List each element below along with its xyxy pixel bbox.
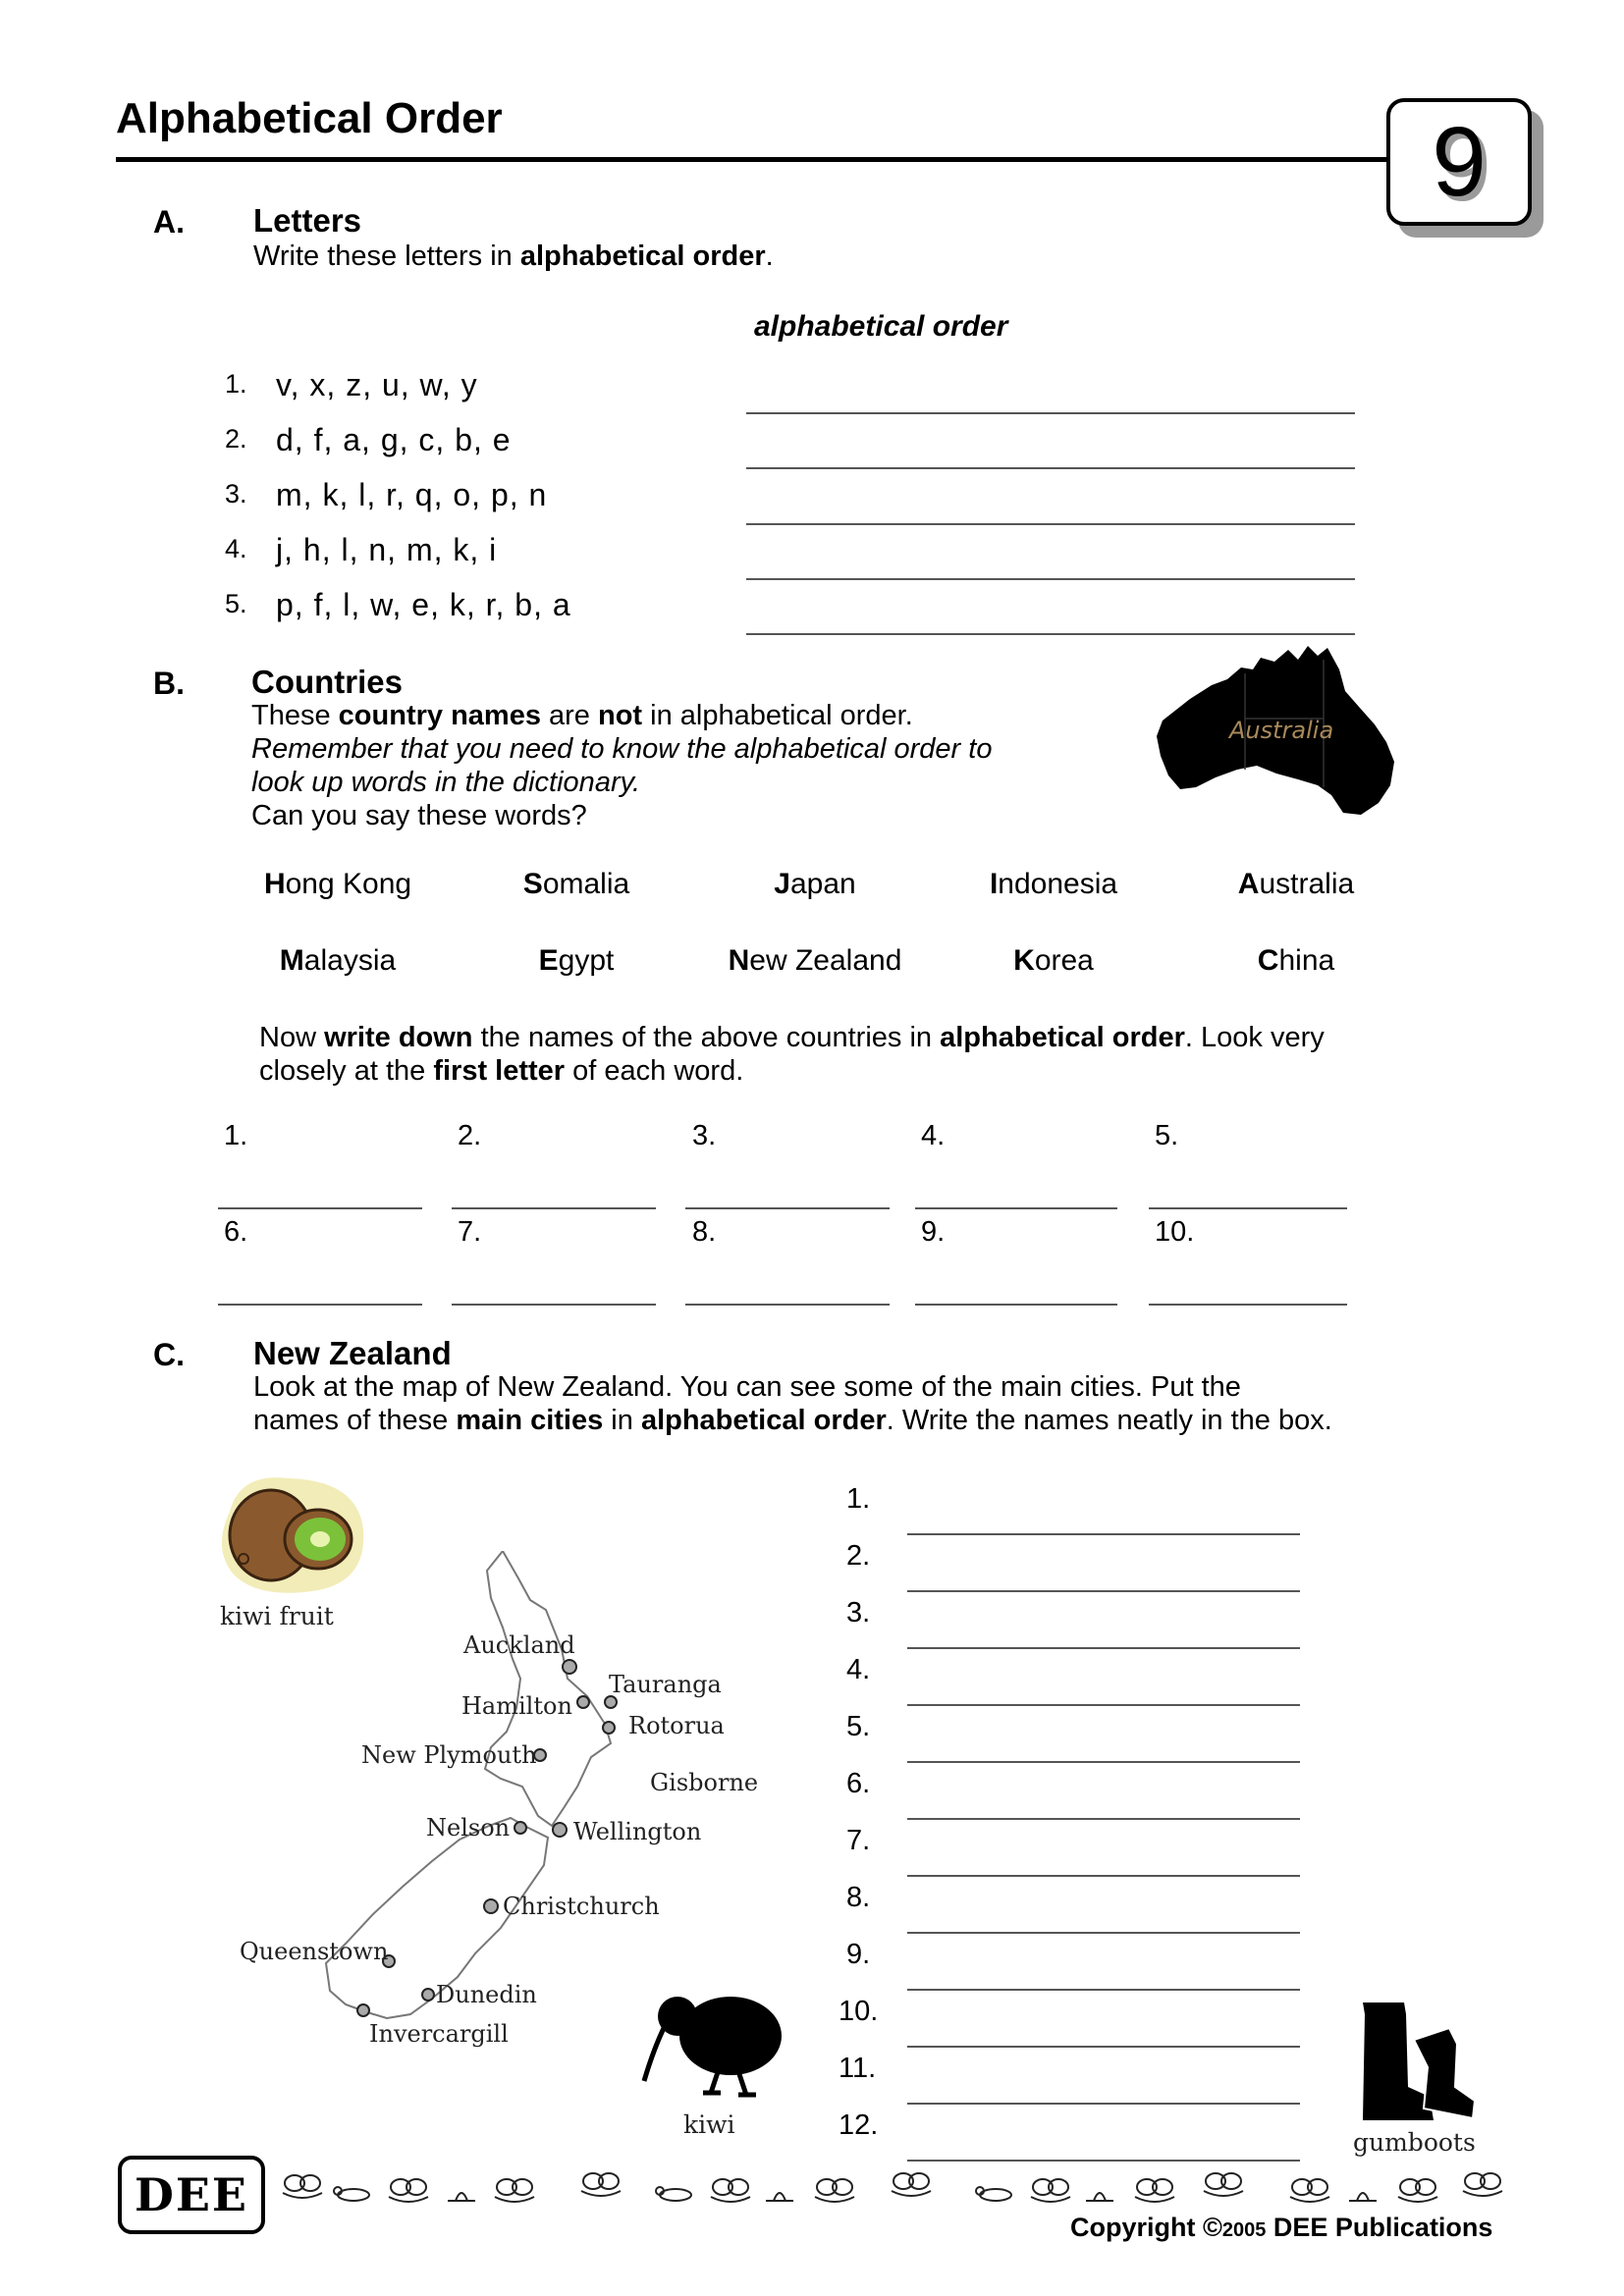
answer-number: 7.	[846, 1825, 871, 1856]
city-label-nelson: Nelson	[426, 1814, 511, 1842]
first-letter: E	[538, 944, 559, 977]
answer-line[interactable]	[907, 1989, 1300, 1991]
answer-line[interactable]	[746, 467, 1355, 469]
city-label-auckland: Auckland	[463, 1631, 575, 1659]
text: of each word.	[565, 1055, 744, 1087]
section-b-question: Can you say these words?	[251, 800, 587, 831]
answer-line[interactable]	[907, 1590, 1300, 1592]
answer-number: 12.	[839, 2109, 879, 2141]
answer-line[interactable]	[907, 1761, 1300, 1763]
section-a-instruction	[253, 240, 774, 273]
first-letter: J	[774, 868, 790, 900]
bold-text: alphabetical order	[640, 1405, 887, 1436]
rest-text: gypt	[558, 944, 615, 977]
answer-line[interactable]	[746, 633, 1355, 635]
section-b-line1	[251, 699, 913, 732]
answer-line[interactable]	[907, 1704, 1300, 1706]
letter-set: j, h, l, n, m, k, i	[276, 532, 498, 567]
item-number: 3.	[225, 479, 247, 508]
australia-label: Australia	[1229, 717, 1334, 744]
answer-number: 1.	[846, 1483, 871, 1515]
answer-number: 2.	[458, 1120, 482, 1151]
answer-number: 9.	[846, 1939, 871, 1970]
country-name	[230, 944, 446, 978]
text: closely at the	[259, 1055, 434, 1087]
section-b-italic-2: look up words in the dictionary.	[251, 767, 641, 798]
dee-logo-text: DEE	[134, 2168, 248, 2221]
country-name	[1188, 868, 1404, 901]
rest-text: orea	[1034, 944, 1094, 977]
city-label-hamilton: Hamilton	[461, 1692, 572, 1720]
instruction-end: .	[765, 240, 774, 272]
gumboots-caption: gumboots	[1353, 2128, 1476, 2157]
city-label-queenstown: Queenstown	[240, 1938, 389, 1965]
answer-number: 5.	[846, 1711, 871, 1742]
answer-number: 6.	[846, 1768, 871, 1799]
north-island-outline	[485, 1551, 611, 1826]
instruction-bold: alphabetical order	[519, 240, 766, 272]
city-dot-wellington	[553, 1823, 567, 1837]
title-rule	[116, 157, 1392, 162]
answer-line[interactable]	[907, 1818, 1300, 1820]
bold-text: first letter	[433, 1055, 566, 1087]
copyright-text: Copyright ©	[1070, 2213, 1222, 2242]
kiwi-bird-image	[640, 1983, 787, 2101]
rest-text: hina	[1278, 944, 1335, 977]
answer-line[interactable]	[907, 2046, 1300, 2048]
country-name	[1188, 944, 1404, 978]
answer-number: 3.	[692, 1120, 717, 1151]
text: the names of the above countries in	[472, 1022, 941, 1053]
copyright-year: 2005	[1221, 2219, 1267, 2241]
insect-border	[275, 2163, 1516, 2218]
alphabetical-order-header: alphabetical order	[754, 310, 1008, 343]
first-letter: S	[522, 868, 543, 900]
text: . Write the names neatly in the box.	[886, 1405, 1332, 1436]
text: . Look very	[1184, 1022, 1325, 1053]
answer-line[interactable]	[452, 1304, 656, 1306]
city-dot-christchurch	[484, 1899, 498, 1913]
answer-line[interactable]	[746, 412, 1355, 414]
letter-set: p, f, l, w, e, k, r, b, a	[276, 587, 571, 622]
instruction-text: Write these letters in	[253, 240, 520, 272]
answer-number: 8.	[846, 1882, 871, 1913]
section-c-line1: Look at the map of New Zealand. You can see some of the main cities. Put the	[253, 1371, 1241, 1403]
answer-line[interactable]	[907, 1932, 1300, 1934]
kiwi-fruit-core	[310, 1531, 330, 1547]
first-letter: K	[1013, 944, 1035, 977]
answer-number: 6.	[224, 1216, 248, 1248]
rest-text: ustralia	[1259, 868, 1355, 900]
first-letter: H	[263, 868, 286, 900]
rest-text: alaysia	[303, 944, 397, 977]
city-label-rotorua: Rotorua	[628, 1712, 725, 1739]
answer-number: 9.	[921, 1216, 946, 1248]
first-letter: I	[989, 868, 999, 900]
letter-set: m, k, l, r, q, o, p, n	[276, 477, 548, 512]
answer-line[interactable]	[685, 1207, 890, 1209]
bug-icon	[283, 2173, 1502, 2202]
answer-line[interactable]	[915, 1304, 1117, 1306]
bold-text: write down	[324, 1022, 473, 1053]
rest-text: ong Kong	[285, 868, 412, 900]
country-name	[468, 868, 684, 901]
bold-text: main cities	[456, 1405, 604, 1436]
answer-line[interactable]	[915, 1207, 1117, 1209]
publisher-name: DEE Publications	[1266, 2213, 1493, 2242]
page-title: Alphabetical Order	[116, 94, 503, 142]
first-letter: M	[279, 944, 304, 977]
answer-number: 4.	[921, 1120, 946, 1151]
answer-line[interactable]	[907, 1533, 1300, 1535]
section-b-title: Countries	[251, 664, 404, 700]
country-name	[707, 944, 923, 978]
bold-text: alphabetical order	[940, 1022, 1185, 1053]
city-dot-nelson	[514, 1822, 526, 1834]
text: These	[251, 700, 339, 731]
city-label-gisborne: Gisborne	[650, 1769, 759, 1796]
bold-text: not	[598, 700, 643, 731]
dee-logo	[118, 2156, 265, 2234]
first-letter: A	[1237, 868, 1260, 900]
section-a-letter: A.	[153, 204, 185, 240]
section-c-letter: C.	[153, 1337, 185, 1372]
copyright-notice	[1070, 2213, 1492, 2243]
country-name	[468, 944, 684, 978]
city-dot-auckland	[563, 1660, 576, 1674]
first-letter: N	[728, 944, 750, 977]
kiwi-caption: kiwi	[683, 2110, 735, 2139]
city-dot-hamilton	[577, 1696, 589, 1708]
text: in alphabetical order.	[642, 700, 913, 731]
answer-number: 1.	[224, 1120, 248, 1151]
text: names of these	[253, 1405, 457, 1436]
city-label-invercargill: Invercargill	[369, 2020, 509, 2048]
first-letter: C	[1257, 944, 1279, 977]
answer-line[interactable]	[1149, 1304, 1347, 1306]
letter-set: d, f, a, g, c, b, e	[276, 422, 512, 457]
city-label-christchurch: Christchurch	[503, 1893, 660, 1920]
country-name	[707, 868, 923, 901]
kiwi-beak	[644, 2024, 666, 2081]
country-name	[230, 868, 446, 901]
new-zealand-map	[310, 1551, 624, 2052]
answer-line[interactable]	[685, 1304, 890, 1306]
gumboots-image	[1355, 1999, 1483, 2126]
letter-set: v, x, z, u, w, y	[276, 367, 478, 402]
answer-line[interactable]	[218, 1304, 422, 1306]
section-b-italic-1: Remember that you need to know the alphabetical order to	[251, 733, 993, 765]
answer-number: 10.	[1155, 1216, 1195, 1248]
text: in	[603, 1405, 641, 1436]
answer-line[interactable]	[907, 2160, 1300, 2162]
city-label-tauranga: Tauranga	[609, 1671, 722, 1698]
rest-text: apan	[789, 868, 856, 900]
answer-line[interactable]	[218, 1207, 422, 1209]
item-number: 1.	[225, 369, 247, 399]
item-number: 2.	[225, 424, 247, 454]
item-number: 4.	[225, 534, 247, 563]
city-dot-dunedin	[422, 1989, 434, 2001]
answer-number: 4.	[846, 1654, 871, 1685]
rest-text: ndonesia	[998, 868, 1118, 900]
answer-line[interactable]	[746, 578, 1355, 580]
answer-line[interactable]	[907, 1875, 1300, 1877]
kiwi-fruit-caption: kiwi fruit	[220, 1602, 334, 1630]
australia-map-image	[1151, 640, 1406, 823]
gumboot-back	[1363, 2002, 1434, 2120]
text: Now	[259, 1022, 325, 1053]
answer-number: 11.	[839, 2053, 877, 2084]
country-name	[946, 868, 1162, 901]
write-instruction-1	[259, 1021, 1325, 1054]
answer-number: 7.	[458, 1216, 482, 1248]
answer-line[interactable]	[907, 2103, 1300, 2105]
answer-number: 10.	[839, 1996, 879, 2027]
answer-number: 5.	[1155, 1120, 1179, 1151]
answer-number: 3.	[846, 1597, 871, 1629]
write-instruction-2	[259, 1054, 743, 1088]
section-c-line2	[253, 1404, 1332, 1437]
section-c-title: New Zealand	[253, 1335, 452, 1371]
answer-line[interactable]	[746, 523, 1355, 525]
rest-text: ew Zealand	[749, 944, 902, 977]
answer-line[interactable]	[452, 1207, 656, 1209]
answer-number: 2.	[846, 1540, 871, 1572]
city-label-wellington: Wellington	[573, 1818, 702, 1845]
section-b-letter: B.	[153, 666, 185, 701]
section-a-title: Letters	[253, 202, 362, 239]
answer-number: 8.	[692, 1216, 717, 1248]
answer-line[interactable]	[907, 1647, 1300, 1649]
answer-line[interactable]	[1149, 1207, 1347, 1209]
text: are	[540, 700, 598, 731]
city-label-new-plymouth: New Plymouth	[361, 1741, 537, 1769]
page-number: 9	[1432, 107, 1487, 217]
item-number: 5.	[225, 589, 247, 618]
city-dot-rotorua	[603, 1722, 615, 1734]
bold-text: country names	[338, 700, 541, 731]
page-number-badge	[1386, 98, 1532, 226]
city-dot-invercargill	[357, 2004, 369, 2016]
rest-text: omalia	[542, 868, 630, 900]
country-name	[946, 944, 1162, 978]
city-label-dunedin: Dunedin	[436, 1981, 537, 2008]
